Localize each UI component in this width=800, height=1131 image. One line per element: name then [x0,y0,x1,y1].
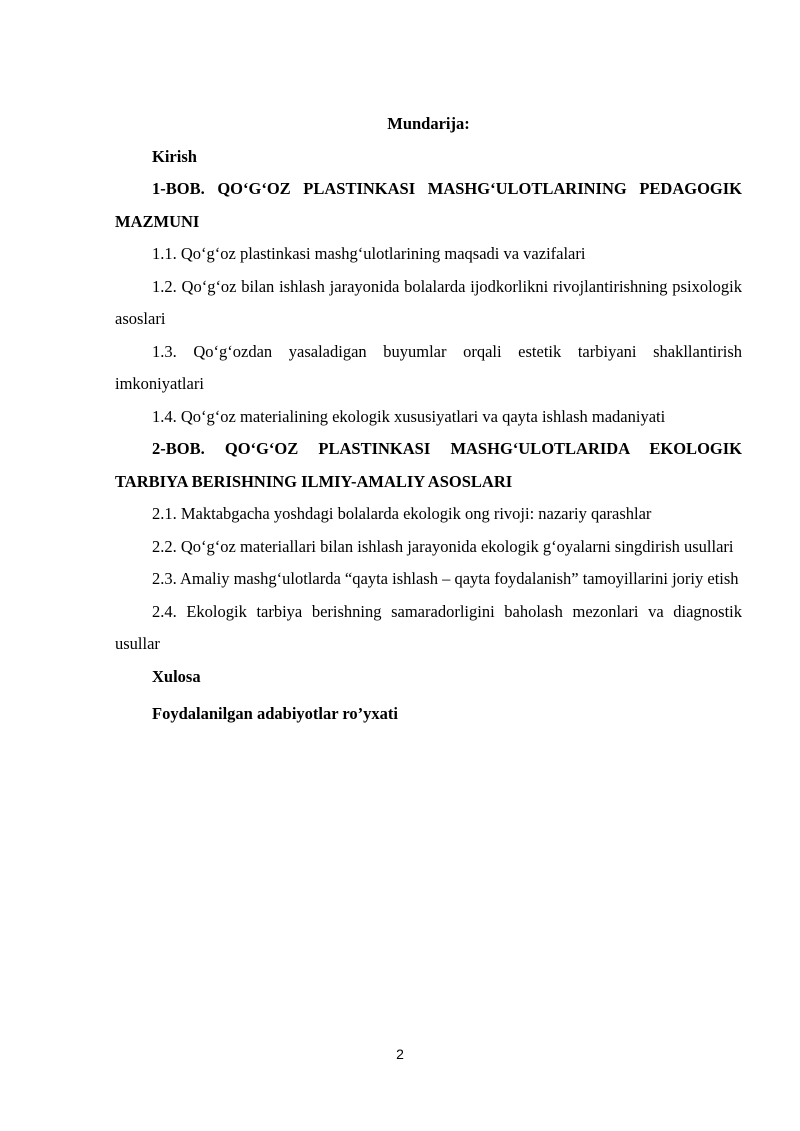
toc-entry-section-2-1: 2.1. Maktabgacha yoshdagi bolalarda ekologik ong rivoji: nazariy qarashlar [152,504,652,523]
toc-entry-references: Foydalanilgan adabiyotlar ro’yxati [152,704,399,723]
toc-entry-section-1-2: 1.2. Qo‘g‘oz bilan ishlash jarayonida bolalarda ijodkorlikni rivojlantirishning psixologik asoslari [115,276,742,328]
toc-entry-section-2-3: 2.3. Amaliy mashg‘ulotlarda “qayta ishlash – qayta foydalanish” tamoyillarini joriy etish [152,569,739,588]
toc-entry-section-1-4: 1.4. Qo‘g‘oz materialining ekologik xususiyatlari va qayta ishlash madaniyati [152,406,666,426]
page-number: 2 [396,1046,404,1062]
table-of-contents [115,108,742,731]
toc-entry-section-2-2: 2.2. Qo‘g‘oz materiallari bilan ishlash jarayonida ekologik g‘oyalarni singdirish usullari [152,536,734,556]
toc-entry-conclusion: Xulosa [152,666,201,686]
toc-title: Mundarija: [387,114,470,133]
toc-entry-section-1-1: 1.1. Qo‘g‘oz plastinkasi mashg‘ulotlarining maqsadi va vazifalari [152,244,586,263]
toc-entry-section-1-3: 1.3. Qo‘g‘ozdan yasaladigan buyumlar orqali estetik tarbiyani shakllantirish imkoniyatlari [115,341,742,393]
toc-entry-introduction: Kirish [152,146,197,166]
toc-entry-chapter-1: 1-BOB. QO‘G‘OZ PLASTINKASI MASHG‘ULOTLARINING PEDAGOGIK MAZMUNI [115,179,742,231]
toc-entry-chapter-2: 2-BOB. QO‘G‘OZ PLASTINKASI MASHG‘ULOTLARIDA EKOLOGIK TARBIYA BERISHNING ILMIY-AMALIY ASOSLARI [115,439,742,491]
toc-entry-section-2-4: 2.4. Ekologik tarbiya berishning samaradorligini baholash mezonlari va diagnostik usullar [115,601,742,653]
